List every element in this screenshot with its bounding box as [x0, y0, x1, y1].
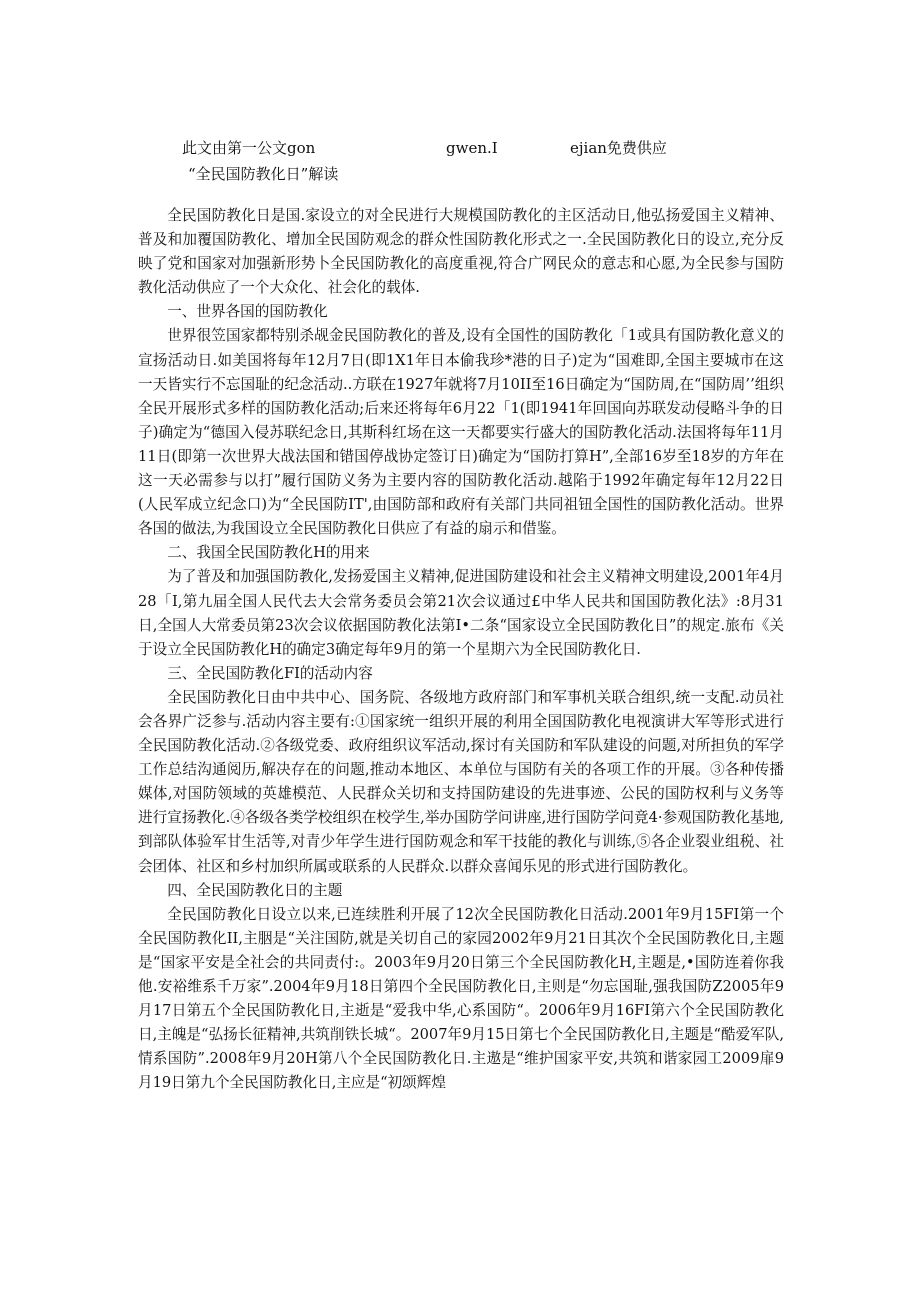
section-heading-1: 一、世界各国的国防教化 — [167, 303, 328, 321]
section-3-paragraph: 全民国防教化日由中共中心、国务院、各级地方政府部门和军事机关联合组织,统一支配.动员社会各界广泛参与.活动内容主要有:①国家统一组织开展的利用全国国防教化电视演讲大军等形式进行全民国防教化活动.②各级党委、政府组织议军活动,探讨有关国防和军队建设的问题,对所担负的军学工作总结沟通阅历,解决存在的问题,推动本地区、本单位与国防有关的各项工作的开展。③各种传播媒体,对国防领域的英雄模范、人民群众关切和支持国防建设的先进事迹、公民的国防权利与义务等进行宣扬教化.④各级各类学校组织在校学生,举办国防学问讲座,进行国防学问竟4·参观国防教化基地,到部队体验军甘生活等,对青少年学生进行国防观念和军干技能的教化与训练,⑤各企业裂业组税、社会团体、社区和乡村加织所属或联系的人民群众.以群众喜闻乐见的形式进行国防教化。 — [138, 688, 784, 875]
source-header-part-1: 此文由第一公文gon — [182, 139, 316, 157]
document-title: “全民国防教化日”解读 — [188, 165, 339, 183]
section-heading-4: 四、全民国防教化日的主题 — [167, 881, 343, 899]
section-1-paragraph: 世界很笠国家都特别杀觇金民国防教化的普及,设有全国性的国防教化「1或具有国防教化意义的宣扬活动日.如美国将每年12月7日(即1X1年日本偷我珍*港的日子)定为“国难即,全国主要城市在这一天皆实行不忘国耻的纪念活动..方联在1927年就将7月10II至16日确定为“国防周,在“国防周’’组织全民开展形式多样的国防教化活动;后来还将每年6月22「1(即1941年回国向苏联发动侵略斗争的日子)确定为“德国入侵苏联纪念日,其斯科红场在这一天都要实行盛大的国防教化活动.法国将每年11月11日(即第一次世界大战法国和错国停战协定签订日)确定为“国防打算H”,全部16岁至18岁的方年在这一天必需参与以打”履行国防义务为主要内容的国防教化活动.越陷于1992年确定每年12月22日(人民军成立纪念口)为“全民国防IT',由国防部和政府有关部门共同祖钮全国性的国防教化活动。世界各国的做法,为我国设立全民国防教化日供应了有益的扇示和借鉴。 — [138, 327, 784, 538]
intro-paragraph: 全民国防教化日是国.家设立的对全民进行大规模国防教化的主区活动日,他弘扬爱国主义精神、普及和加覆国防教化、增加全民国防观念的群众性国防教化形式之一.全民国防教化日的设立,充分反映了党和国家对加强新形势卜全民国防教化的高度重视,符合广网民众的意志和心愿,为全民参与国防教化活动供应了一个大众化、社会化的载体. — [138, 207, 784, 297]
section-4-paragraph: 全民国防教化日设立以来,已连续胜利开展了12次全民国防教化日活动.2001年9月15FI第一个全民国防教化II,主胭是“关注国防,就是关切自己的家园2002年9月21日其次个全民国防教化日,主题是“国家平安是全社会的共同责付:。2003年9月20日第三个全民国防教化H,主题是,•国防连着你我他.安裕维系千万家”.2004年9月18日第四个全民国防教化日,主则是“勿忘国耻,强我国防Z2005年9月17日第五个全民国防教化日,主逝是“爱我中华,心系国防“。2006年9月16FI第六个全民国防教化日,主魄是“弘扬长征精神,共筑削铁长城“。2007年9月15日第七个全民国防教化日,主题是“酷爱军队,情系国防”.2008年9月20H第八个全民国防教化日.主遨是“维护国家平安,共筑和谐家园工2009扉9月19日第九个全民国防教化日,主应是“初颂辉煌 — [138, 905, 784, 1092]
section-heading-2: 二、我国全民国防教化H的用来 — [167, 544, 370, 562]
source-header-part-2: gwen.I — [446, 139, 498, 157]
source-header — [182, 136, 742, 160]
document-body — [138, 204, 784, 1095]
source-header-part-3: ejian免费供应 — [570, 139, 667, 157]
section-2-paragraph: 为了普及和加强国防教化,发扬爱国主义精神,促进国防建设和社会主义精神文明建设,2001年4月28「I,第九届全国人民代去大会常务委员会第21次会议通过£中华人民共和国国防教化法》:8月31日,全国人大常委员第23次会议依据国防教化法第I•二条“国家设立全民国防教化日”的规定.旅布《关于设立全民国防教化H的确定3确定每年9月的第一个星期六为全民国防教化日. — [138, 568, 784, 658]
section-heading-3: 三、全民国防教化FI的活动内容 — [167, 664, 373, 682]
